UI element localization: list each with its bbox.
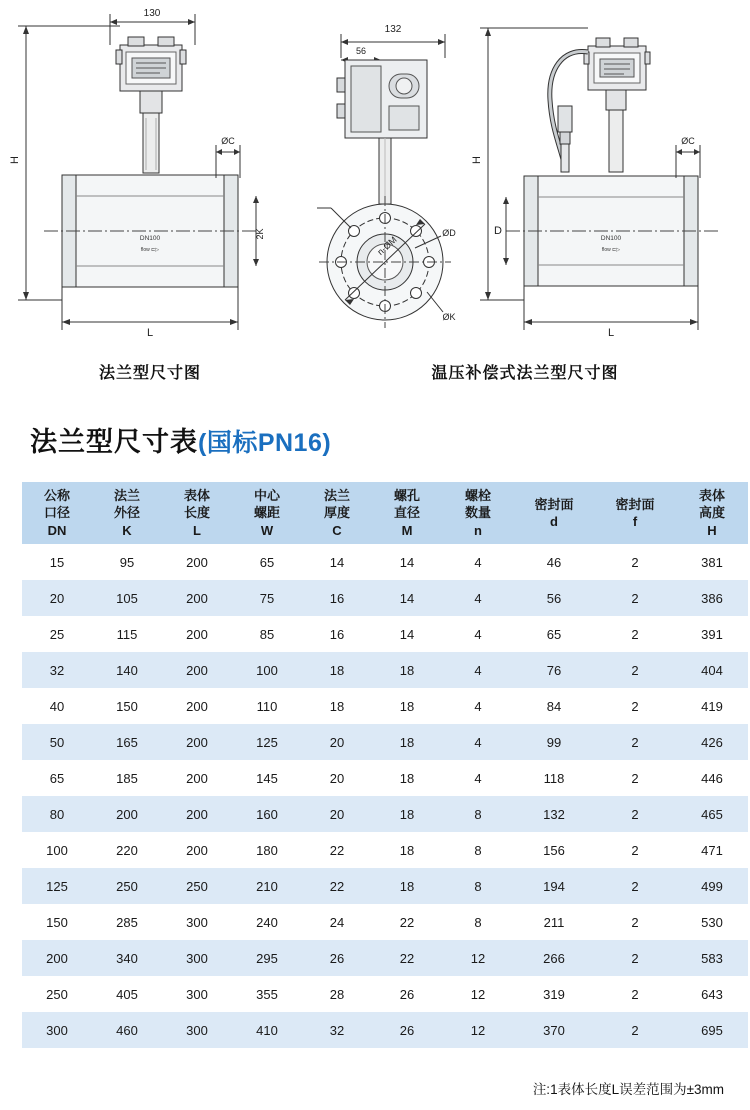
left-dim-H: H — [9, 156, 21, 164]
cell-dn: 125 — [22, 868, 92, 904]
mid-dim-56: 56 — [355, 46, 367, 56]
right-dim-H: H — [471, 156, 483, 164]
cell-k: 220 — [92, 832, 162, 868]
cell-l: 200 — [162, 832, 232, 868]
section-title-standard: (国标PN16) — [198, 429, 332, 457]
cell-c: 32 — [302, 1012, 372, 1048]
header-w: 中心 螺距 W — [232, 482, 302, 544]
table-row — [22, 1012, 748, 1048]
cell-dn: 80 — [22, 796, 92, 832]
right-dim-L: L — [607, 327, 615, 339]
cell-k: 115 — [92, 616, 162, 652]
caption-flange-drawing: 法兰型尺寸图 — [98, 365, 201, 382]
left-dim-130: 130 — [143, 8, 161, 19]
cell-w: 210 — [232, 868, 302, 904]
dimension-table — [22, 482, 748, 1048]
cell-m: 18 — [372, 652, 442, 688]
right-body-label: DN100 — [600, 235, 622, 242]
cell-c: 20 — [302, 760, 372, 796]
cell-n: 4 — [442, 616, 514, 652]
cell-k: 185 — [92, 760, 162, 796]
cell-f: 2 — [594, 868, 676, 904]
cell-n: 8 — [442, 868, 514, 904]
table-row — [22, 544, 748, 580]
right-dim-bore: ØC — [681, 136, 695, 146]
cell-c: 26 — [302, 940, 372, 976]
cell-m: 18 — [372, 688, 442, 724]
cell-w: 100 — [232, 652, 302, 688]
left-body-sublabel: flow ⊏▷ — [140, 247, 160, 253]
cell-d: 56 — [514, 580, 594, 616]
cell-d: 99 — [514, 724, 594, 760]
cell-dn: 20 — [22, 580, 92, 616]
cell-w: 145 — [232, 760, 302, 796]
cell-h: 471 — [676, 832, 748, 868]
cell-d: 65 — [514, 616, 594, 652]
cell-f: 2 — [594, 580, 676, 616]
cell-l: 200 — [162, 580, 232, 616]
cell-w: 180 — [232, 832, 302, 868]
table-row — [22, 796, 748, 832]
mid-dim-bolts: n-ØM — [375, 234, 399, 258]
cell-dn: 150 — [22, 904, 92, 940]
cell-c: 24 — [302, 904, 372, 940]
mid-dim-132: 132 — [384, 24, 402, 35]
cell-k: 105 — [92, 580, 162, 616]
figure-captions — [0, 360, 750, 383]
cell-h: 530 — [676, 904, 748, 940]
cell-c: 18 — [302, 688, 372, 724]
cell-f: 2 — [594, 544, 676, 580]
figure-flange-dimension-drawing — [0, 0, 300, 360]
header-n: 螺栓 数量 n — [442, 482, 514, 544]
table-row — [22, 652, 748, 688]
cell-w: 355 — [232, 976, 302, 1012]
cell-k: 340 — [92, 940, 162, 976]
right-dim-D: D — [494, 225, 502, 237]
table-row — [22, 904, 748, 940]
table-row — [22, 976, 748, 1012]
cell-l: 200 — [162, 796, 232, 832]
drawings-area — [0, 0, 750, 400]
cell-c: 14 — [302, 544, 372, 580]
table-row — [22, 760, 748, 796]
table-body — [22, 544, 748, 1048]
cell-m: 14 — [372, 616, 442, 652]
cell-n: 4 — [442, 580, 514, 616]
cell-dn: 32 — [22, 652, 92, 688]
cell-dn: 15 — [22, 544, 92, 580]
cell-c: 16 — [302, 580, 372, 616]
cell-w: 295 — [232, 940, 302, 976]
cell-d: 118 — [514, 760, 594, 796]
cell-m: 18 — [372, 868, 442, 904]
cell-k: 405 — [92, 976, 162, 1012]
left-body-label: DN100 — [139, 235, 161, 242]
header-m: 螺孔 直径 M — [372, 482, 442, 544]
dimension-table-wrapper — [22, 482, 728, 1048]
cell-n: 8 — [442, 796, 514, 832]
cell-w: 160 — [232, 796, 302, 832]
cell-c: 20 — [302, 796, 372, 832]
table-row — [22, 832, 748, 868]
cell-h: 446 — [676, 760, 748, 796]
cell-m: 14 — [372, 544, 442, 580]
cell-c: 20 — [302, 724, 372, 760]
table-footnote: 注:1表体长度L误差范围为±3mm — [532, 1082, 724, 1097]
header-l: 表体 长度 L — [162, 482, 232, 544]
header-f: 密封面 f — [594, 482, 676, 544]
cell-m: 14 — [372, 580, 442, 616]
cell-d: 46 — [514, 544, 594, 580]
left-dim-L: L — [146, 327, 154, 339]
cell-h: 426 — [676, 724, 748, 760]
table-row — [22, 868, 748, 904]
section-title-main: 法兰型尺寸表 — [30, 427, 198, 457]
cell-n: 4 — [442, 724, 514, 760]
cell-h: 419 — [676, 688, 748, 724]
table-row — [22, 616, 748, 652]
cell-l: 300 — [162, 976, 232, 1012]
cell-k: 165 — [92, 724, 162, 760]
cell-w: 65 — [232, 544, 302, 580]
cell-m: 22 — [372, 940, 442, 976]
cell-m: 18 — [372, 832, 442, 868]
cell-k: 200 — [92, 796, 162, 832]
cell-h: 643 — [676, 976, 748, 1012]
cell-m: 26 — [372, 1012, 442, 1048]
cell-n: 4 — [442, 688, 514, 724]
mid-dim-D: ØD — [442, 228, 456, 238]
cell-l: 200 — [162, 688, 232, 724]
cell-w: 110 — [232, 688, 302, 724]
cell-dn: 300 — [22, 1012, 92, 1048]
cell-f: 2 — [594, 688, 676, 724]
cell-k: 140 — [92, 652, 162, 688]
section-title — [30, 420, 331, 459]
cell-d: 211 — [514, 904, 594, 940]
cell-d: 156 — [514, 832, 594, 868]
header-h: 表体 高度 H — [676, 482, 748, 544]
cell-d: 266 — [514, 940, 594, 976]
cell-c: 28 — [302, 976, 372, 1012]
cell-n: 8 — [442, 832, 514, 868]
cell-h: 465 — [676, 796, 748, 832]
cell-l: 200 — [162, 760, 232, 796]
cell-l: 200 — [162, 616, 232, 652]
cell-m: 22 — [372, 904, 442, 940]
cell-k: 150 — [92, 688, 162, 724]
cell-k: 460 — [92, 1012, 162, 1048]
figure-flange-face-drawing — [315, 0, 475, 360]
cell-h: 386 — [676, 580, 748, 616]
cell-f: 2 — [594, 796, 676, 832]
cell-c: 16 — [302, 616, 372, 652]
cell-f: 2 — [594, 904, 676, 940]
table-header-row — [22, 482, 748, 544]
cell-l: 300 — [162, 940, 232, 976]
cell-dn: 25 — [22, 616, 92, 652]
cell-l: 200 — [162, 544, 232, 580]
cell-m: 18 — [372, 760, 442, 796]
cell-dn: 50 — [22, 724, 92, 760]
cell-dn: 200 — [22, 940, 92, 976]
header-d: 密封面 d — [514, 482, 594, 544]
cell-d: 194 — [514, 868, 594, 904]
cell-d: 319 — [514, 976, 594, 1012]
cell-h: 499 — [676, 868, 748, 904]
cell-c: 22 — [302, 868, 372, 904]
cell-h: 695 — [676, 1012, 748, 1048]
caption-temp-pressure-drawing: 温压补偿式法兰型尺寸图 — [431, 365, 619, 382]
cell-w: 125 — [232, 724, 302, 760]
cell-n: 12 — [442, 1012, 514, 1048]
cell-f: 2 — [594, 616, 676, 652]
cell-f: 2 — [594, 1012, 676, 1048]
mid-dim-K: ØK — [442, 312, 456, 322]
header-k: 法兰 外径 K — [92, 482, 162, 544]
cell-k: 250 — [92, 868, 162, 904]
cell-f: 2 — [594, 724, 676, 760]
cell-h: 583 — [676, 940, 748, 976]
cell-dn: 40 — [22, 688, 92, 724]
left-dim-2K: 2K — [255, 228, 265, 240]
cell-f: 2 — [594, 940, 676, 976]
cell-f: 2 — [594, 760, 676, 796]
cell-l: 250 — [162, 868, 232, 904]
cell-n: 4 — [442, 652, 514, 688]
cell-h: 391 — [676, 616, 748, 652]
cell-n: 4 — [442, 544, 514, 580]
cell-d: 84 — [514, 688, 594, 724]
cell-h: 381 — [676, 544, 748, 580]
table-row — [22, 724, 748, 760]
cell-l: 200 — [162, 724, 232, 760]
cell-d: 132 — [514, 796, 594, 832]
cell-dn: 65 — [22, 760, 92, 796]
cell-k: 285 — [92, 904, 162, 940]
cell-w: 75 — [232, 580, 302, 616]
cell-f: 2 — [594, 832, 676, 868]
cell-l: 300 — [162, 1012, 232, 1048]
cell-w: 85 — [232, 616, 302, 652]
header-dn: 公称 口径 DN — [22, 482, 92, 544]
cell-c: 22 — [302, 832, 372, 868]
cell-dn: 100 — [22, 832, 92, 868]
cell-m: 18 — [372, 796, 442, 832]
cell-w: 240 — [232, 904, 302, 940]
cell-f: 2 — [594, 976, 676, 1012]
left-dim-bore: ØC — [221, 136, 235, 146]
cell-n: 4 — [442, 760, 514, 796]
cell-m: 26 — [372, 976, 442, 1012]
cell-d: 76 — [514, 652, 594, 688]
header-c: 法兰 厚度 C — [302, 482, 372, 544]
cell-l: 200 — [162, 652, 232, 688]
cell-n: 8 — [442, 904, 514, 940]
cell-h: 404 — [676, 652, 748, 688]
cell-n: 12 — [442, 940, 514, 976]
cell-f: 2 — [594, 652, 676, 688]
cell-l: 300 — [162, 904, 232, 940]
table-row — [22, 688, 748, 724]
cell-n: 12 — [442, 976, 514, 1012]
cell-m: 18 — [372, 724, 442, 760]
table-row — [22, 940, 748, 976]
right-body-sublabel: flow ⊏▷ — [601, 247, 621, 253]
figure-temp-pressure-compensated-drawing — [470, 0, 750, 360]
table-row — [22, 580, 748, 616]
cell-dn: 250 — [22, 976, 92, 1012]
cell-d: 370 — [514, 1012, 594, 1048]
cell-w: 410 — [232, 1012, 302, 1048]
cell-c: 18 — [302, 652, 372, 688]
cell-k: 95 — [92, 544, 162, 580]
